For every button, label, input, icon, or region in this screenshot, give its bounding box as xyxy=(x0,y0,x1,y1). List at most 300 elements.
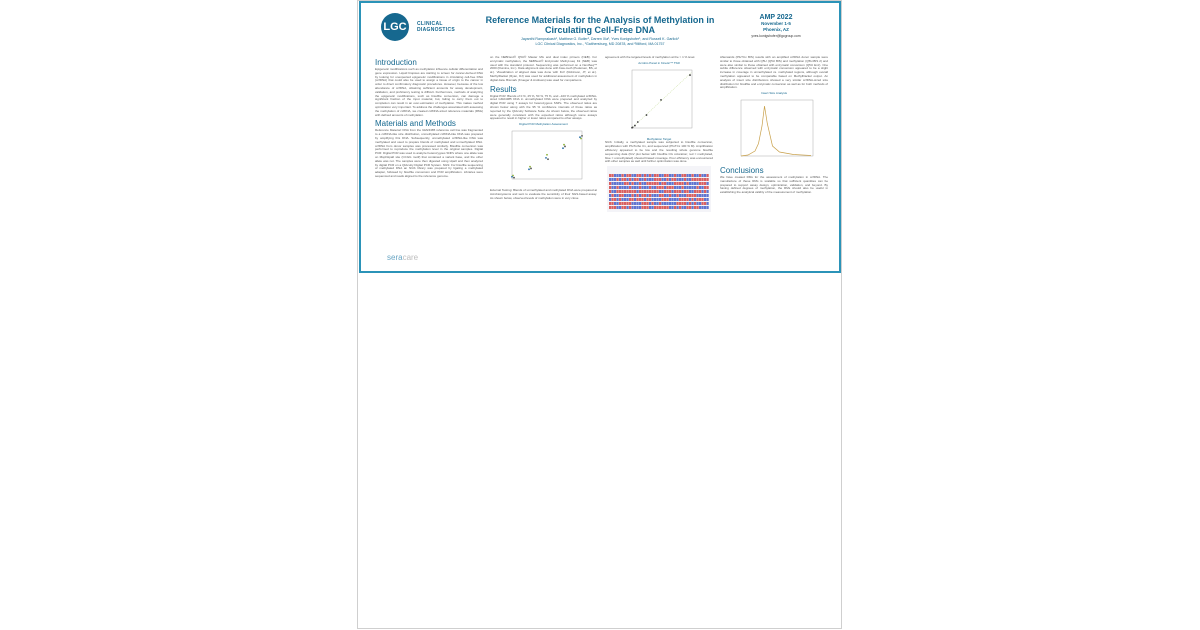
igv-read xyxy=(644,190,646,193)
igv-read xyxy=(634,182,636,185)
authors: Jayanthi Ramprakash¹, Matthew G. Butler¹, Darren Xia¹, Yves Konigshofer¹, and Russell K. Garlick¹ xyxy=(521,37,679,41)
data-point xyxy=(581,135,583,137)
igv-read xyxy=(667,174,669,177)
igv-read xyxy=(627,202,629,205)
igv-read xyxy=(617,206,619,209)
igv-read xyxy=(614,174,616,177)
igv-read xyxy=(647,174,649,177)
igv-read xyxy=(647,178,649,181)
data-point xyxy=(580,138,582,140)
igv-read xyxy=(697,206,699,209)
heading-materials: Materials and Methods xyxy=(375,119,456,129)
seracare-logo-part1: sera xyxy=(387,253,403,262)
igv-read xyxy=(694,198,696,201)
igv-read xyxy=(659,174,661,177)
data-point xyxy=(637,121,639,123)
igv-read xyxy=(637,198,639,201)
igv-read xyxy=(657,190,659,193)
conference-place: Phoenix, AZ xyxy=(763,27,789,32)
igv-read xyxy=(649,182,651,185)
igv-read xyxy=(672,178,674,181)
igv-read xyxy=(694,194,696,197)
igv-read xyxy=(622,194,624,197)
igv-read xyxy=(654,202,656,205)
heading-results: Results xyxy=(490,84,517,94)
igv-read xyxy=(614,202,616,205)
igv-read xyxy=(619,194,621,197)
igv-read xyxy=(687,178,689,181)
igv-read xyxy=(622,206,624,209)
igv-read xyxy=(689,198,691,201)
igv-read xyxy=(609,194,611,197)
data-point xyxy=(545,157,547,159)
igv-read xyxy=(699,190,701,193)
igv-read xyxy=(702,186,704,189)
igv-read xyxy=(652,182,654,185)
igv-read xyxy=(629,186,631,189)
igv-read xyxy=(609,178,611,181)
igv-read xyxy=(652,178,654,181)
igv-read xyxy=(632,186,634,189)
igv-read xyxy=(677,202,679,205)
col3-body: NGS: Initially, a methylated sample was subjected to bisulfite conversion, amplification with PfuTurbo Cx, and sequenced (PfuTCx 100 % M). Amplification efficiency appeared to be low and the resulting whole genome bisulfite sequencing data (IGV plot below with bisulfite CG coloration; red = methylated, blue = unmethylated) showed biased coverage. Poor efficiency was encountered with other samples as well until further optimization was done. xyxy=(605,140,713,164)
igv-read xyxy=(654,190,656,193)
igv-read xyxy=(679,186,681,189)
igv-read xyxy=(699,206,701,209)
igv-read xyxy=(664,206,666,209)
conference-dates: November 1-5 xyxy=(761,21,791,26)
igv-read xyxy=(674,186,676,189)
plot-frame xyxy=(741,100,813,156)
acrobio-axis-label: Methylation Target xyxy=(646,136,672,141)
igv-read xyxy=(684,182,686,185)
igv-read xyxy=(667,194,669,197)
igv-read xyxy=(684,186,686,189)
igv-read xyxy=(652,206,654,209)
igv-read xyxy=(687,202,689,205)
data-point xyxy=(634,124,636,126)
column-2 xyxy=(490,56,597,200)
igv-read xyxy=(632,206,634,209)
igv-read xyxy=(609,198,611,201)
igv-read xyxy=(664,182,666,185)
igv-read xyxy=(612,182,614,185)
igv-read xyxy=(609,190,611,193)
igv-read xyxy=(612,186,614,189)
igv-read xyxy=(614,206,616,209)
igv-read xyxy=(634,202,636,205)
logo-text xyxy=(417,21,455,33)
igv-read xyxy=(694,206,696,209)
materials-body: Reference Material: DNA from the GM24385 reference cell line was fragmented to a ccfDNA-like size distribution, unmethylated ccfDNA-like DNA was prepared by amplifying this DNA. Subsequently, unmethylated ccfDNA-like DNA was methylated and used to prepare blends of methylated and unmethylated DNA. ccfDNA from donor samples was processed similarly. Bisulfite conversion was performed to reproduce the methylation level in the original samples. Digital PCR: Digital PCR was used to analyze heterozygous SNPs where one allele was on MspI/HpaII site (CCGG motif) that contained a variant base, and the other allele was not. The samples were then digested using HpaII and then analyzed by digital PCR on a QIAcuity Digital PCR System. NGS: For bisulfite sequencing of methylated DNA an NGS library was prepared by ligating a methylated adapter, followed by bisulfite conversion and PCR amplification. Libraries were sequenced and reads aligned to the reference genome. xyxy=(375,128,483,178)
contact-email[interactable]: yves.konigshofer@lgcgroup.com xyxy=(751,34,801,38)
igv-read xyxy=(707,194,709,197)
igv-read xyxy=(614,194,616,197)
igv-read xyxy=(632,194,634,197)
igv-read xyxy=(677,178,679,181)
igv-read xyxy=(652,186,654,189)
igv-read xyxy=(629,202,631,205)
insert-size-chart xyxy=(733,98,815,164)
igv-read xyxy=(659,206,661,209)
igv-read xyxy=(689,178,691,181)
igv-read xyxy=(659,186,661,189)
igv-read xyxy=(694,174,696,177)
igv-read xyxy=(642,206,644,209)
igv-read xyxy=(682,190,684,193)
igv-read xyxy=(652,174,654,177)
igv-read xyxy=(689,186,691,189)
igv-read xyxy=(662,190,664,193)
igv-read xyxy=(629,198,631,201)
igv-read xyxy=(662,194,664,197)
igv-read xyxy=(634,178,636,181)
igv-read xyxy=(669,186,671,189)
acrobio-scatter-chart xyxy=(624,68,694,136)
data-point xyxy=(546,154,548,156)
igv-read xyxy=(682,206,684,209)
igv-read xyxy=(702,182,704,185)
insert-size-line xyxy=(741,106,811,156)
col2-bottom-text: External Testing: Blends of unmethylated and methylated DNA were prepared at Acrobiosystems and sent to evaluate the sensitivity of their NGS-based assay. As shown below, observed levels of methylation were in very close xyxy=(490,187,597,200)
igv-read xyxy=(619,190,621,193)
igv-read xyxy=(644,206,646,209)
igv-read xyxy=(704,182,706,185)
igv-read xyxy=(609,202,611,205)
igv-read xyxy=(662,174,664,177)
igv-read xyxy=(644,182,646,185)
igv-read xyxy=(647,206,649,209)
igv-read xyxy=(634,174,636,177)
igv-read xyxy=(639,182,641,185)
igv-read xyxy=(702,202,704,205)
igv-read xyxy=(649,174,651,177)
igv-read xyxy=(654,186,656,189)
igv-read xyxy=(654,178,656,181)
igv-read xyxy=(624,202,626,205)
igv-read xyxy=(702,206,704,209)
igv-read xyxy=(664,194,666,197)
igv-plot xyxy=(607,166,711,212)
data-point xyxy=(513,177,515,179)
igv-read xyxy=(654,198,656,201)
igv-read xyxy=(677,194,679,197)
igv-read xyxy=(674,206,676,209)
igv-read xyxy=(662,186,664,189)
igv-read xyxy=(692,198,694,201)
igv-read xyxy=(689,190,691,193)
igv-read xyxy=(682,194,684,197)
igv-read xyxy=(687,174,689,177)
igv-read xyxy=(617,194,619,197)
igv-read xyxy=(704,174,706,177)
igv-read xyxy=(664,178,666,181)
igv-read xyxy=(634,186,636,189)
igv-read xyxy=(689,202,691,205)
igv-read xyxy=(632,182,634,185)
col2-top-text: on the NEBNext® Q5U® Master Mix and dual index primers (NEB). For enzymatic methylation, the NEBNext® Enzymatic Methyl-seq Kit (NEB) was used with the standard protocol. Sequencing was performed on a NextSeq™ 2000 (Illumina, Inc.). Data alignment was done with bwa-meth (Pedersen, BS, et al.). Visualization of aligned data was done with IGV (Robinson, JT, et al.). MethylDackel (Ryan, DJ) was used for additional assessment of methylation in digital data. Bismark (Krueger & Andrews) was used for comparisons. xyxy=(490,55,597,82)
igv-read xyxy=(624,206,626,209)
igv-read xyxy=(649,178,651,181)
igv-read xyxy=(619,178,621,181)
igv-read xyxy=(652,194,654,197)
igv-read xyxy=(684,190,686,193)
igv-read xyxy=(612,190,614,193)
igv-read xyxy=(629,178,631,181)
igv-read xyxy=(664,174,666,177)
data-point xyxy=(632,126,634,128)
igv-read xyxy=(639,206,641,209)
dpcr-figure-caption: Digital PCR Methylation Assessment xyxy=(519,122,568,127)
igv-read xyxy=(687,198,689,201)
igv-read xyxy=(669,190,671,193)
igv-read xyxy=(629,206,631,209)
igv-read xyxy=(684,194,686,197)
igv-read xyxy=(647,190,649,193)
igv-read xyxy=(674,198,676,201)
igv-read xyxy=(642,178,644,181)
igv-read xyxy=(699,182,701,185)
igv-read xyxy=(697,186,699,189)
igv-read xyxy=(639,178,641,181)
data-point xyxy=(660,99,662,101)
conference-name: AMP 2022 xyxy=(759,14,793,21)
igv-read xyxy=(622,186,624,189)
igv-read xyxy=(639,174,641,177)
igv-read xyxy=(627,190,629,193)
igv-read xyxy=(649,202,651,205)
igv-read xyxy=(617,202,619,205)
igv-read xyxy=(659,178,661,181)
igv-read xyxy=(672,202,674,205)
igv-read xyxy=(699,194,701,197)
igv-read xyxy=(622,198,624,201)
igv-read xyxy=(689,182,691,185)
data-point xyxy=(528,168,530,170)
igv-read xyxy=(704,186,706,189)
igv-read xyxy=(702,198,704,201)
igv-read xyxy=(669,198,671,201)
igv-read xyxy=(644,186,646,189)
igv-read xyxy=(707,178,709,181)
igv-read xyxy=(632,178,634,181)
igv-read xyxy=(642,186,644,189)
igv-read xyxy=(692,190,694,193)
igv-read xyxy=(657,178,659,181)
igv-read xyxy=(614,198,616,201)
igv-read xyxy=(679,194,681,197)
igv-read xyxy=(647,198,649,201)
igv-read xyxy=(697,194,699,197)
igv-read xyxy=(612,198,614,201)
igv-read xyxy=(637,194,639,197)
col3-top-text: agreement with the targeted levels of methylation at the > 1 % level. xyxy=(605,55,696,59)
igv-read xyxy=(622,190,624,193)
igv-read xyxy=(622,174,624,177)
igv-read xyxy=(627,182,629,185)
igv-read xyxy=(617,190,619,193)
igv-read xyxy=(689,206,691,209)
igv-read xyxy=(609,206,611,209)
igv-read xyxy=(704,190,706,193)
igv-read xyxy=(677,206,679,209)
igv-read xyxy=(682,178,684,181)
igv-read xyxy=(684,206,686,209)
igv-read xyxy=(704,198,706,201)
igv-read xyxy=(697,190,699,193)
igv-read xyxy=(657,182,659,185)
igv-read xyxy=(624,182,626,185)
igv-read xyxy=(652,198,654,201)
igv-read xyxy=(634,190,636,193)
igv-read xyxy=(684,202,686,205)
igv-read xyxy=(659,182,661,185)
igv-read xyxy=(612,202,614,205)
insert-size-caption: Insert Size Analysis xyxy=(760,91,787,96)
igv-read xyxy=(682,202,684,205)
igv-read xyxy=(669,182,671,185)
plot-frame xyxy=(632,70,692,128)
igv-read xyxy=(687,186,689,189)
igv-read xyxy=(617,186,619,189)
igv-read xyxy=(642,182,644,185)
igv-read xyxy=(692,186,694,189)
acrobio-figure-caption: Acrobio Panel in Kinetic™ TSR xyxy=(638,60,680,65)
column-3 xyxy=(605,56,713,214)
igv-read xyxy=(637,186,639,189)
igv-read xyxy=(662,202,664,205)
igv-read xyxy=(612,174,614,177)
igv-read xyxy=(617,174,619,177)
igv-read xyxy=(614,190,616,193)
igv-read xyxy=(684,198,686,201)
igv-read xyxy=(704,206,706,209)
seracare-logo xyxy=(387,253,418,262)
igv-read xyxy=(674,178,676,181)
igv-read xyxy=(672,198,674,201)
igv-read xyxy=(672,186,674,189)
igv-read xyxy=(619,186,621,189)
igv-read xyxy=(647,186,649,189)
igv-read xyxy=(679,178,681,181)
igv-read xyxy=(639,198,641,201)
data-point xyxy=(563,144,565,146)
igv-read xyxy=(662,206,664,209)
igv-read xyxy=(677,198,679,201)
igv-read xyxy=(632,190,634,193)
igv-read xyxy=(654,174,656,177)
igv-read xyxy=(687,206,689,209)
igv-read xyxy=(627,198,629,201)
conclusions-body: We have created RMs for the assessment of methylation in ccfDNA. The manufacture of these RMs is scalable so that sufficient quantities can be prepared to support assay design, optimization, validation, and beyond. By having defined degrees of methylation, the RMs should also be useful in establishing the analytical validity of the measurement of methylation. xyxy=(720,174,828,195)
igv-read xyxy=(642,194,644,197)
data-point xyxy=(547,158,549,160)
igv-read xyxy=(672,190,674,193)
igv-read xyxy=(704,194,706,197)
data-point xyxy=(530,167,532,169)
igv-read xyxy=(632,202,634,205)
igv-read xyxy=(674,202,676,205)
igv-read xyxy=(687,190,689,193)
igv-read xyxy=(637,182,639,185)
igv-read xyxy=(659,202,661,205)
igv-read xyxy=(657,194,659,197)
igv-read xyxy=(647,202,649,205)
data-point xyxy=(529,166,531,168)
igv-read xyxy=(707,202,709,205)
igv-read xyxy=(609,186,611,189)
igv-read xyxy=(617,198,619,201)
igv-read xyxy=(704,202,706,205)
data-point xyxy=(562,147,564,149)
igv-read xyxy=(644,178,646,181)
igv-read xyxy=(667,186,669,189)
igv-read xyxy=(679,202,681,205)
igv-read xyxy=(674,182,676,185)
igv-read xyxy=(704,178,706,181)
column-4 xyxy=(720,56,828,195)
igv-read xyxy=(634,198,636,201)
igv-read xyxy=(707,198,709,201)
igv-read xyxy=(659,194,661,197)
igv-read xyxy=(692,182,694,185)
igv-read xyxy=(684,178,686,181)
igv-read xyxy=(707,186,709,189)
igv-read xyxy=(692,194,694,197)
heading-introduction: Introduction xyxy=(375,58,417,67)
igv-read xyxy=(644,198,646,201)
igv-read xyxy=(669,178,671,181)
igv-read xyxy=(677,190,679,193)
data-point xyxy=(689,74,691,76)
igv-read xyxy=(619,174,621,177)
igv-read xyxy=(687,182,689,185)
igv-read xyxy=(702,174,704,177)
igv-read xyxy=(682,174,684,177)
data-point xyxy=(512,175,514,177)
igv-read xyxy=(609,174,611,177)
igv-read xyxy=(702,178,704,181)
igv-read xyxy=(657,202,659,205)
igv-read xyxy=(694,182,696,185)
igv-read xyxy=(612,194,614,197)
igv-read xyxy=(667,182,669,185)
igv-read xyxy=(659,198,661,201)
igv-read xyxy=(679,190,681,193)
igv-read xyxy=(677,182,679,185)
igv-read xyxy=(689,194,691,197)
igv-read xyxy=(662,178,664,181)
igv-read xyxy=(649,198,651,201)
igv-read xyxy=(654,194,656,197)
igv-read xyxy=(679,198,681,201)
igv-read xyxy=(677,186,679,189)
igv-read xyxy=(629,190,631,193)
igv-read xyxy=(624,186,626,189)
data-point xyxy=(564,145,566,147)
igv-read xyxy=(622,178,624,181)
igv-read xyxy=(609,182,611,185)
igv-read xyxy=(667,178,669,181)
igv-read xyxy=(667,190,669,193)
conference-info xyxy=(721,15,831,39)
igv-read xyxy=(687,194,689,197)
igv-read xyxy=(692,178,694,181)
igv-read xyxy=(622,202,624,205)
igv-read xyxy=(614,186,616,189)
identity-line xyxy=(632,72,692,128)
poster-title: Reference Materials for the Analysis of Methylation in Circulating Cell-Free DNA xyxy=(485,15,715,35)
